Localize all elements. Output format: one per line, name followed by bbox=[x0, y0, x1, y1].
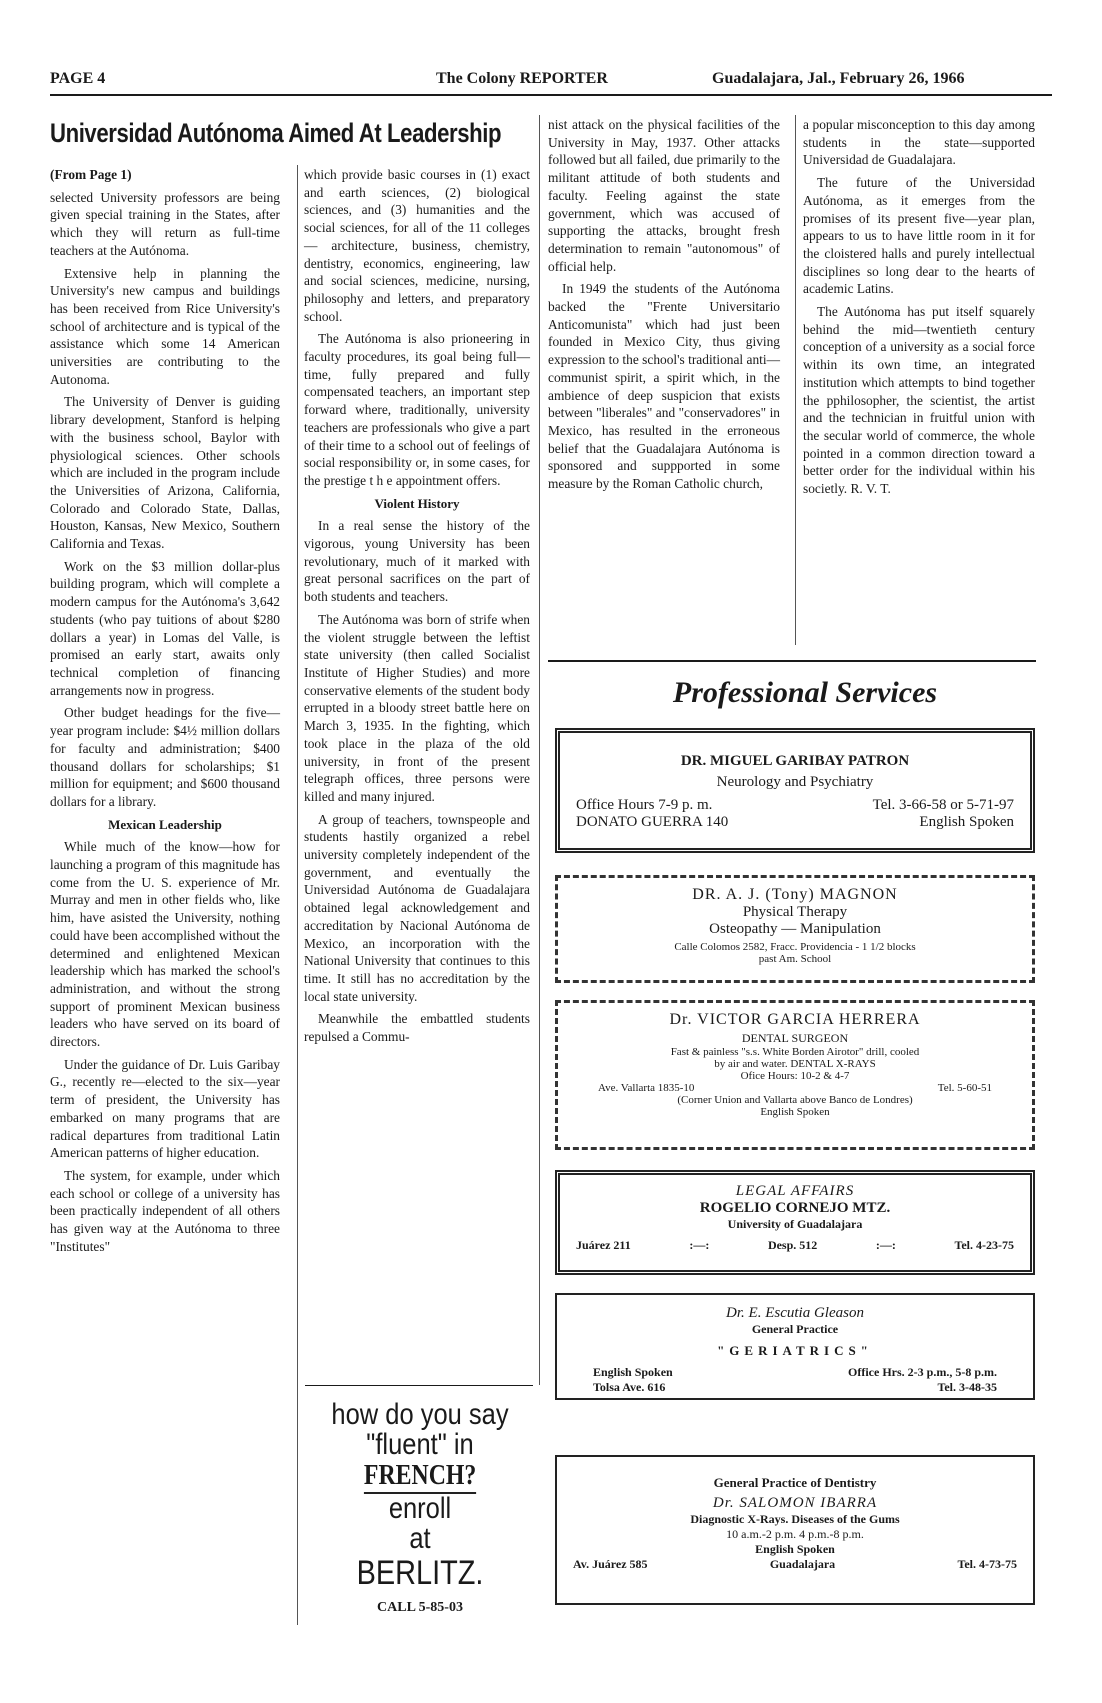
card-name: DR. MIGUEL GARIBAY PATRON bbox=[680, 753, 910, 769]
card-specialty: Diagnostic X-Rays. Diseases of the Gums bbox=[690, 1512, 900, 1526]
card-city: Guadalajara bbox=[769, 1557, 836, 1571]
card-affiliation: University of Guadalajara bbox=[727, 1217, 863, 1231]
card-address: Calle Colomos 2582, Fracc. Providencia - 1 1/2 blocks bbox=[674, 941, 916, 953]
card-language: English Spoken bbox=[755, 1542, 835, 1556]
card-language: English Spoken bbox=[760, 1106, 830, 1118]
card-hours: 10 a.m.-2 p.m. 4 p.m.-8 p.m. bbox=[726, 1527, 864, 1541]
paragraph: The system, for example, under which each school or college of a university has been practically independent of all others has given way at the Autónoma to three "Institutes" bbox=[50, 1167, 280, 1254]
card-language: English Spoken bbox=[593, 1365, 673, 1379]
card-phone: Tel. 4-23-75 bbox=[954, 1238, 1014, 1252]
card-hours: Office Hrs. 2-3 p.m., 5-8 p.m. bbox=[848, 1365, 997, 1379]
subheading-mexican-leadership: Mexican Leadership bbox=[108, 816, 222, 832]
ad-line: enroll bbox=[388, 1492, 452, 1525]
card-detail: Fast & painless "s.s. White Borden Airotor" drill, cooled bbox=[670, 1046, 920, 1058]
card-name: Dr. E. Escutia Gleason bbox=[726, 1305, 864, 1321]
paragraph: The Autónoma is also prioneering in faculty procedures, its goal being full—time, fully prepared and fully compensated teachers, an important step forward where, traditionally, university teachers are professionals who give a part of their time to a school out of feelings of social responsibility or, in some cases, for the prestige t h e appointment offers. bbox=[304, 331, 530, 488]
card-specialty-2: Osteopathy — Manipulation bbox=[709, 921, 881, 937]
article-headline: Universidad Autónoma Aimed At Leadership bbox=[50, 118, 502, 148]
card-magnon bbox=[555, 875, 1035, 983]
paragraph: nist attack on the physical facilities of the University in May, 1937. Other attacks followed but all failed, due primarily to the militant attitude of both students and faculty. Feeling against the state government, which was accused of supporting the attacks, brought fresh determination to remain "autonomous" of official help. bbox=[548, 117, 780, 274]
card-phone: Tel. 5-60-51 bbox=[937, 1082, 992, 1094]
ad-line: at bbox=[409, 1522, 431, 1555]
paragraph: The Autónoma was born of strife when the violent struggle between the leftist state university (then called Socialist Institute of Higher Studies) and more conservative elements of the student body errupted in a bloody street battle here on March 3, 1935. In the fighting, which took place in the plaza of the old university, in front of the present telegraph offices, three persons were killed and many injured. bbox=[304, 611, 530, 804]
card-address: Ave. Vallarta 1835-10 bbox=[598, 1082, 695, 1094]
article-column-3 bbox=[548, 116, 780, 498]
card-name: ROGELIO CORNEJO MTZ. bbox=[699, 1200, 891, 1216]
paragraph: Work on the $3 million dollar-plus building program, which will complete a modern campus for the Autónoma's 3,642 students (who pay tuitions of about $280 dollars a year) in Lomas del Valle, is promised an early start, awaits only technical completion of financing arrangements now in progress. bbox=[50, 558, 280, 698]
paragraph: The Autónoma has put itself squarely behind the mid—twentieth century conception of a university as a social force within its own time, an integrated institution which attempts to bind together the pphilosopher, the scientist, the artist and the technician in fruitful union with the secular world of commerce, the whole pointed in a common direction toward a better order for the individual within his societly. R. V. T. bbox=[803, 304, 1035, 497]
paragraph: A group of teachers, townspeople and students hastily organized a rebel university completely independent of the government, and eventually the Universidad Autónoma de Guadalajara obtained legal acknowledgement and accreditation by Nacional Autónoma de Mexico, an incorporation with the National University that continues to this time. It still has no accreditation by the local state university. bbox=[304, 811, 530, 1004]
card-hours: Office Hours 7-9 p. m. bbox=[576, 797, 713, 813]
card-name: Dr. SALOMON IBARRA bbox=[712, 1495, 878, 1511]
card-address: DONATO GUERRA 140 bbox=[576, 814, 729, 830]
card-address-2: past Am. School bbox=[758, 953, 832, 965]
card-separator: :—: bbox=[689, 1238, 710, 1252]
article-column-1 bbox=[50, 166, 280, 1260]
newspaper-name: The Colony REPORTER bbox=[436, 70, 608, 87]
header-rule bbox=[50, 94, 1052, 96]
continuation-note: (From Page 1) bbox=[50, 167, 132, 182]
paragraph: a popular misconception to this day among students in the state—supported Universidad de Guadalajara. bbox=[803, 117, 1035, 168]
dateline: Guadalajara, Jal., February 26, 1966 bbox=[712, 70, 965, 87]
card-tagline: "GERIATRICS" bbox=[717, 1343, 873, 1358]
paragraph: Other budget headings for the five—year program include: $4½ million dollars for faculty and administration; $400 thousand dollars for scholarships; $1 million for equipment; and $600 thousand dollars for a library. bbox=[50, 705, 280, 809]
card-name: Dr. VICTOR GARCIA HERRERA bbox=[669, 1011, 921, 1028]
paragraph: In 1949 the students of the Autónoma backed the "Frente Universitario Anticomunista" which had just been founded in Mexico City, thus giving expression to the school's traditional anti—communist spirit, a spirit which, in the ambience of deep suspicion that exists between "liberales" and "conservadores" in Mexico, has resulted in the erroneous belief that the Guadalajara Autónoma is sponsored and suppported in some measure by the Roman Catholic church, bbox=[548, 281, 780, 492]
ad-headline: FRENCH? bbox=[364, 1460, 476, 1494]
card-garibay bbox=[555, 728, 1035, 853]
page-number: PAGE 4 bbox=[50, 70, 106, 87]
ad-line: "fluent" in bbox=[366, 1428, 474, 1461]
card-address: Av. Juárez 585 bbox=[573, 1557, 648, 1571]
section-rule bbox=[548, 660, 1036, 662]
paragraph: Extensive help in planning the University's new campus and buildings has been received from Rice University's school of architecture and is typical of the assistance which some 14 American universities are contributing to the Autonoma. bbox=[50, 265, 280, 387]
card-escutia bbox=[555, 1293, 1035, 1400]
card-specialty: Physical Therapy bbox=[742, 904, 848, 920]
card-office: Desp. 512 bbox=[767, 1238, 818, 1252]
card-language: English Spoken bbox=[919, 814, 1014, 830]
paragraph: which provide basic courses in (1) exact and earth sciences, (2) biological sciences, and (3) humanities and the social sciences, for all of the 11 colleges — architecture, business, chemistry, dentistry, economics, engineering, law and social sciences, medicine, nursing, philosophy and letters, and preparatory school. bbox=[304, 167, 530, 324]
card-specialty: General Practice bbox=[751, 1322, 839, 1336]
article-column-2 bbox=[304, 166, 530, 1051]
card-address: Tolsa Ave. 616 bbox=[593, 1380, 666, 1394]
card-phone: Tel. 3-66-58 or 5-71-97 bbox=[872, 797, 1014, 813]
card-address: Juárez 211 bbox=[576, 1238, 631, 1252]
column-divider bbox=[297, 165, 298, 1625]
paragraph: While much of the know—how for launching a program of this magnitude has come from the U. S. experience of Mr. Murray and men in other fields who, like him, have asisted the University, nothing could have been accomplished without the determined and enlightened Mexican leadership which has marked the school's administration, and without the strong support of prominent Mexican business leaders who have served on its board of directors. bbox=[50, 839, 280, 1050]
ad-phone: CALL 5-85-03 bbox=[377, 1600, 463, 1615]
paragraph: In a real sense the history of the vigorous, young University has been revolutionary, much of it marked with great personal sacrifices on the part of both students and teachers. bbox=[304, 518, 530, 605]
column-divider bbox=[795, 115, 796, 645]
paragraph: Meanwhile the embattled students repulsed a Commu- bbox=[304, 1011, 530, 1045]
ad-divider bbox=[305, 1385, 533, 1386]
card-name: DR. A. J. (Tony) MAGNON bbox=[692, 886, 898, 903]
column-divider bbox=[539, 115, 540, 1385]
ad-brand: BERLITZ. bbox=[356, 1554, 484, 1592]
ad-line: how do you say bbox=[331, 1398, 509, 1431]
paragraph: selected University professors are being given special training in the States, after which they will return as full-time teachers at the Autónoma. bbox=[50, 189, 280, 258]
card-detail: (Corner Union and Vallarta above Banco de Londres) bbox=[677, 1094, 913, 1106]
paragraph: The future of the Universidad Autónoma, as it emerges from the promises of its present five—year plan, appears to us to have little room in it for the cloistered halls and purely intellectual disciplines so long dear to the hearts of academic Latins. bbox=[803, 175, 1035, 297]
subheading-violent-history: Violent History bbox=[374, 495, 460, 511]
card-separator: :—: bbox=[875, 1238, 896, 1252]
paragraph: The University of Denver is guiding library development, Stanford is helping with the business school, Baylor with physiological sciences. Other schools which are included in the program include the Universities of Arizona, California, Colorado and Colorado State, Dallas, Houston, Kansas, New Mexico, Southern California and Texas. bbox=[50, 394, 280, 552]
card-specialty: DENTAL SURGEON bbox=[741, 1031, 849, 1045]
berlitz-ad bbox=[305, 1400, 535, 1616]
card-detail: by air and water. DENTAL X-RAYS bbox=[714, 1058, 876, 1070]
card-heading: General Practice of Dentistry bbox=[713, 1475, 877, 1490]
card-hours: Ofice Hours: 10-2 & 4-7 bbox=[740, 1070, 850, 1082]
article-column-4 bbox=[803, 116, 1035, 503]
professional-services-title: Professional Services bbox=[672, 676, 938, 709]
card-cornejo bbox=[555, 1170, 1035, 1275]
card-phone: Tel. 3-48-35 bbox=[937, 1380, 997, 1394]
card-ibarra bbox=[555, 1455, 1035, 1605]
card-garcia-herrera bbox=[555, 1000, 1035, 1150]
paragraph: Under the guidance of Dr. Luis Garibay G., recently re—elected to the six—year term of president, the University has embarked on many programs that are radical departures from traditional Latin American patterns of higher education. bbox=[50, 1056, 280, 1161]
card-phone: Tel. 4-73-75 bbox=[957, 1557, 1017, 1571]
card-heading: LEGAL AFFAIRS bbox=[735, 1183, 855, 1199]
card-specialty: Neurology and Psychiatry bbox=[716, 774, 874, 790]
